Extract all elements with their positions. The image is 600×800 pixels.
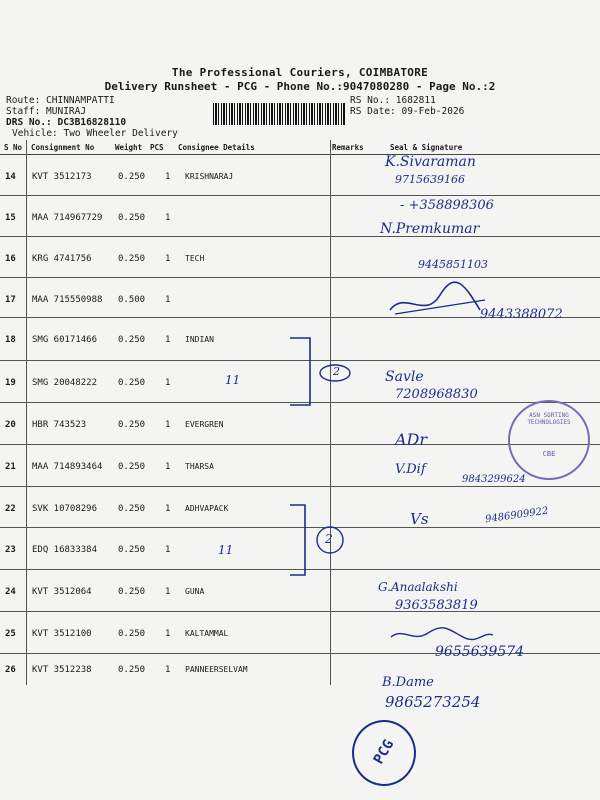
header-company: The Professional Couriers, COIMBATORE (171, 66, 429, 79)
row-pcs: 1 (165, 254, 171, 264)
row-pcs: 1 (165, 665, 171, 675)
row-weight: 0.250 (118, 254, 146, 264)
hw-r19-name: Savle (385, 369, 424, 385)
row-sno: 21 (5, 462, 16, 472)
row-sno: 19 (5, 378, 16, 388)
col-consignee: Consignee Details (178, 143, 255, 152)
row-consignee: KRISHNARAJ (185, 172, 234, 181)
table-row (0, 236, 600, 278)
hw-r21-phone: 9843299624 (462, 474, 526, 485)
hw-r22-phone: 9486909922 (484, 505, 550, 526)
col-weight: Weight (115, 143, 143, 152)
row-consignment: SVK 10708296 (32, 504, 98, 514)
row-consignee: TECH (185, 254, 205, 263)
row-pcs: 1 (165, 420, 171, 430)
row-consignment: KVT 3512100 (32, 629, 92, 639)
row-sno: 26 (5, 665, 16, 675)
row-pcs: 1 (165, 295, 171, 305)
row-sno: 18 (5, 335, 16, 345)
row-consignment: KVT 3512064 (32, 587, 92, 597)
row-sno: 22 (5, 504, 16, 514)
pcg-stamp (352, 720, 416, 786)
row-consignment: MAA 714967729 (32, 213, 103, 223)
table-row (0, 195, 600, 237)
col-seal: Seal & Signature (390, 143, 463, 152)
row-pcs: 1 (165, 213, 171, 223)
hw-r14-phone: 9715639166 (395, 173, 465, 186)
hw-r19-phone: 7208968830 (395, 387, 478, 402)
row-sno: 15 (5, 213, 16, 223)
hw-ditto-2: 11 (218, 543, 234, 557)
row-consignment: SMG 60171466 (32, 335, 98, 345)
hw-r15-phone: - +358898306 (400, 198, 494, 213)
row-consignment: EDQ 16833384 (32, 545, 98, 555)
row-consignment: SMG 20048222 (32, 378, 98, 388)
meta-route: Route: CHINNAMPATTI (6, 95, 115, 106)
column-divider-left (26, 140, 27, 685)
row-pcs: 1 (165, 335, 171, 345)
row-sno: 20 (5, 420, 16, 430)
hw-r16-name: N.Premkumar (380, 221, 480, 237)
row-weight: 0.250 (118, 504, 146, 514)
column-divider-right (330, 140, 331, 685)
bracket-group-2 (285, 500, 355, 580)
row-weight: 0.250 (118, 462, 146, 472)
row-sno: 25 (5, 629, 16, 639)
table-header (0, 140, 600, 155)
stamp-round-text: ASN SORTING TECHNOLOGIES (527, 412, 571, 426)
row-pcs: 1 (165, 172, 171, 182)
col-sno: S No (4, 143, 23, 152)
hw-r26-phone: 9865273254 (385, 693, 481, 711)
hw-group-2: 2 (325, 532, 333, 546)
row-consignee: ADHVAPACK (185, 504, 229, 513)
col-remarks: Remarks (332, 143, 364, 152)
row-weight: 0.250 (118, 545, 146, 555)
row-consignee: INDIAN (185, 335, 214, 344)
row-consignee: THARSA (185, 462, 214, 471)
hw-r26-name: B.Dame (382, 675, 434, 690)
row-weight: 0.250 (118, 665, 146, 675)
row-consignment: HBR 743523 (32, 420, 87, 430)
row-weight: 0.250 (118, 213, 146, 223)
row-consignment: KVT 3512238 (32, 665, 92, 675)
hw-r21-sig: V.Dif (395, 462, 426, 477)
row-weight: 0.250 (118, 172, 146, 182)
barcode (213, 103, 346, 125)
row-consignment: KRG 4741756 (32, 254, 92, 264)
hw-r14-name: K.Sivaraman (385, 154, 476, 170)
row-consignment: MAA 714893464 (32, 462, 103, 472)
table-row (0, 154, 600, 196)
row-sno: 23 (5, 545, 16, 555)
meta-rs-date: RS Date: 09-Feb-2026 (350, 106, 465, 117)
hw-r16-phone: 9445851103 (418, 258, 488, 271)
row-consignee: KALTAMMAL (185, 629, 229, 638)
row-consignee: GUNA (185, 587, 205, 596)
hw-r24-phone: 9363583819 (395, 598, 478, 613)
row-pcs: 1 (165, 587, 171, 597)
row-pcs: 1 (165, 629, 171, 639)
bracket-group-1 (285, 330, 355, 410)
hw-r20-sig: ADr (395, 430, 428, 449)
row-consignment: MAA 715550988 (32, 295, 103, 305)
hw-group-1: 2 (333, 365, 340, 378)
row-weight: 0.250 (118, 335, 146, 345)
row-weight: 0.250 (118, 420, 146, 430)
col-pcs: PCS (150, 143, 164, 152)
stamp-round-inner: CBE (542, 450, 556, 458)
row-weight: 0.250 (118, 629, 146, 639)
row-consignment: KVT 3512173 (32, 172, 92, 182)
hw-r22-sig: Vs (410, 510, 429, 528)
signature-r17 (385, 280, 495, 322)
meta-vehicle: Vehicle: Two Wheeler Delivery (12, 128, 178, 139)
col-consignment: Consignment No (31, 143, 95, 152)
row-pcs: 1 (165, 462, 171, 472)
hw-r25-phone: 9655639574 (435, 644, 525, 660)
row-consignee: EVERGREN (185, 420, 224, 429)
row-weight: 0.250 (118, 378, 146, 388)
company-round-stamp (508, 400, 590, 480)
hw-r17-phone: 9443388072 (480, 307, 563, 322)
hw-r24-name: G.Anaalakshi (378, 580, 458, 594)
header-runsheet: Delivery Runsheet - PCG - Phone No.:9047080280 - Page No.:2 (104, 80, 496, 93)
row-consignee: PANNEERSELVAM (185, 665, 248, 674)
pcg-stamp-text: PCG (370, 737, 398, 767)
row-pcs: 1 (165, 545, 171, 555)
row-sno: 16 (5, 254, 16, 264)
row-sno: 14 (5, 172, 16, 182)
hw-ditto-1: 11 (225, 373, 241, 387)
meta-staff: Staff: MUNIRAJ (6, 106, 87, 117)
row-sno: 17 (5, 295, 16, 305)
meta-rs-no: RS No.: 1682811 (350, 95, 436, 106)
row-weight: 0.250 (118, 587, 146, 597)
meta-drs: DRS No.: DC3B16828110 (6, 117, 127, 128)
row-pcs: 1 (165, 378, 171, 388)
signature-r25 (388, 625, 498, 645)
row-pcs: 1 (165, 504, 171, 514)
row-weight: 0.500 (118, 295, 146, 305)
row-sno: 24 (5, 587, 16, 597)
